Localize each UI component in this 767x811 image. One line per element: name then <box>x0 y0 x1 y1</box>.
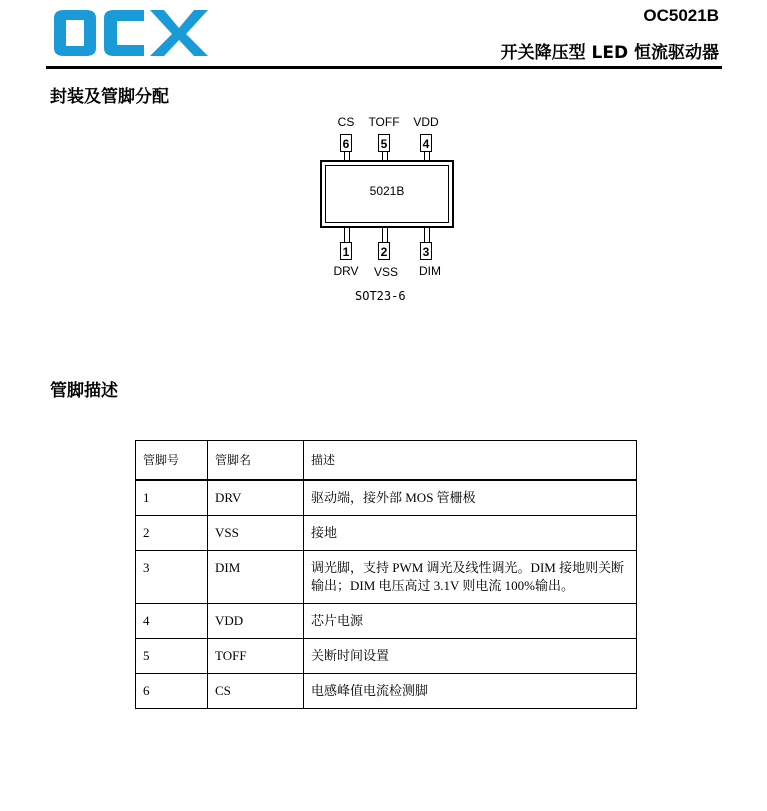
cell-pin-name: DRV <box>208 480 304 516</box>
chip-marking: 5021B <box>369 184 405 198</box>
pin-name-4: VDD <box>413 115 439 129</box>
pin-3: 3 <box>420 242 432 260</box>
header-divider <box>46 66 722 69</box>
table-row <box>136 639 637 674</box>
ocx-logo <box>52 8 212 58</box>
document-title: 开关降压型 LED 恒流驱动器 <box>500 43 719 63</box>
cell-pin-number: 3 <box>136 551 208 604</box>
pin-4: 4 <box>420 134 432 152</box>
header-description: 描述 <box>304 441 637 481</box>
pin-name-2: VSS <box>373 265 398 279</box>
package-name: SOT23-6 <box>355 289 406 303</box>
table-row <box>136 551 637 604</box>
table-row <box>136 516 637 551</box>
cell-pin-number: 2 <box>136 516 208 551</box>
pin-2: 2 <box>378 242 390 260</box>
table-row <box>136 480 637 516</box>
cell-description: 关断时间设置 <box>304 639 637 674</box>
table-row <box>136 604 637 639</box>
cell-pin-name: DIM <box>208 551 304 604</box>
chip-body <box>320 160 454 228</box>
section-title-pinout: 封装及管脚分配 <box>50 87 169 107</box>
cell-pin-number: 1 <box>136 480 208 516</box>
section-title-pin-description: 管脚描述 <box>50 381 118 401</box>
cell-description: 接地 <box>304 516 637 551</box>
cell-description: 电感峰值电流检测脚 <box>304 674 637 709</box>
cell-pin-name: VDD <box>208 604 304 639</box>
pin-1: 1 <box>340 242 352 260</box>
cell-pin-number: 5 <box>136 639 208 674</box>
pin-name-6: CS <box>337 115 355 129</box>
pin-6: 6 <box>340 134 352 152</box>
header-pin-name: 管脚名 <box>208 441 304 481</box>
cell-description: 调光脚，支持 PWM 调光及线性调光。DIM 接地则关断输出；DIM 电压高过 3.1V 则电流 100%输出。 <box>304 551 637 604</box>
cell-pin-name: TOFF <box>208 639 304 674</box>
pin-name-5: TOFF <box>368 115 400 129</box>
cell-pin-number: 4 <box>136 604 208 639</box>
table-row <box>136 674 637 709</box>
pin-5: 5 <box>378 134 390 152</box>
header-pin-number: 管脚号 <box>136 441 208 481</box>
pin-name-3: DIM <box>419 264 441 278</box>
cell-pin-name: CS <box>208 674 304 709</box>
part-number: OC5021B <box>643 6 719 25</box>
pin-name-1: DRV <box>333 264 359 278</box>
pin-description-table <box>135 440 637 709</box>
cell-pin-number: 6 <box>136 674 208 709</box>
table-header-row <box>136 441 637 481</box>
cell-pin-name: VSS <box>208 516 304 551</box>
cell-description: 芯片电源 <box>304 604 637 639</box>
cell-description: 驱动端，接外部 MOS 管栅极 <box>304 480 637 516</box>
